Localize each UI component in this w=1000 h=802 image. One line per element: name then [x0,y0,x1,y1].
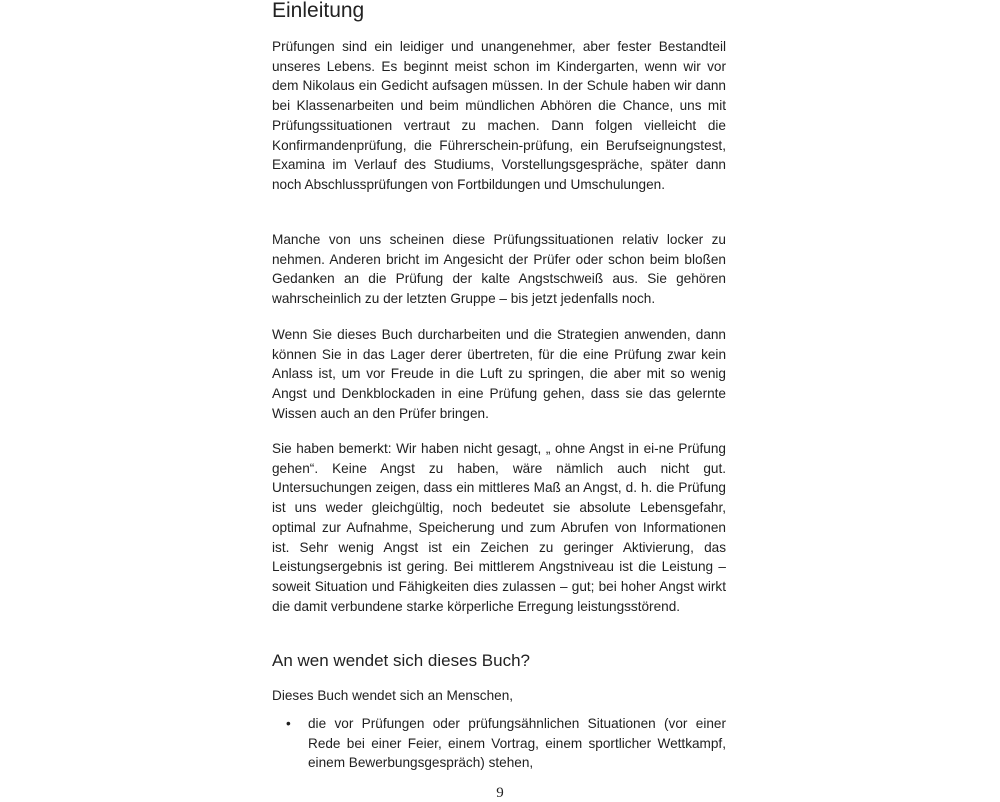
list-item [272,714,726,773]
paragraph-3: Wenn Sie dieses Buch durcharbeiten und die Strategien anwenden, dann können Sie in das Lager derer übertreten, für die eine Prüfung zwar kein Anlass ist, um vor Freude in die Luft zu springen, die aber mit so wenig Angst und Denkblockaden in eine Prüfung gehen, dass sie das gelernte Wissen auch an den Prüfer bringen. [272,327,726,421]
list-item-text: die vor Prüfungen oder prüfungsähnlichen Situationen (vor einer Rede bei einer Feier, einem Vortrag, einem sportlicher Wettkampf, einem Bewerbungsgespräch) stehen, [308,716,726,771]
bullet-list [272,714,726,773]
paragraph-1: Prüfungen sind ein leidiger und unangenehmer, aber fester Bestandteil unseres Lebens. Es beginnt meist schon im Kindergarten, wenn wir vor dem Nikolaus ein Gedicht aufsagen müssen. In der Schule haben wir dann bei Klassenarbeiten und beim mündlichen Abhören die Chance, uns mit Prüfungssituationen vertraut zu machen. Dann folgen vielleicht die Konfirmandenprüfung, die Führerschein-prüfung, ein Berufseignungstest, Examina im Verlauf des Studiums, Vorstellungsgespräche, später dann noch Abschlussprüfungen von Fortbildungen und Umschulungen. [272,39,726,192]
intro-paragraph: Dieses Buch wendet sich an Menschen, [272,688,514,703]
page-number: 9 [496,785,504,801]
bullet-icon: • [286,716,291,731]
subsection-heading: An wen wendet sich dieses Buch? [272,651,530,670]
paragraph-2: Manche von uns scheinen diese Prüfungssituationen relativ locker zu nehmen. Anderen bricht im Angesicht der Prüfer oder schon beim bloßen Gedanken an die Prüfung der kalte Angstschweiß aus. Sie gehören wahrscheinlich zu der letzten Gruppe – bis jetzt jedenfalls noch. [272,232,726,307]
paragraph-4: Sie haben bemerkt: Wir haben nicht gesagt, „ ohne Angst in ei-ne Prüfung gehen“. Keine Angst zu haben, wäre nämlich auch nicht gut. Untersuchungen zeigen, dass ein mittleres Maß an Angst, d. h. die Prüfung ist uns weder gleichgültig, noch bedeutet sie absolute Lebensgefahr, optimal zur Aufnahme, Speicherung und zum Abrufen von Informationen ist. Sehr wenig Angst ist ein Zeichen zu geringer Aktivierung, das Leistungsergebnis ist gering. Bei mittlerem Angstniveau ist die Leistung – soweit Situation und Fähigkeiten dies zulassen – gut; bei hoher Angst wirkt die damit verbundene starke körperliche Erregung leistungsstörend. [272,441,726,614]
section-heading: Einleitung [272,0,365,22]
